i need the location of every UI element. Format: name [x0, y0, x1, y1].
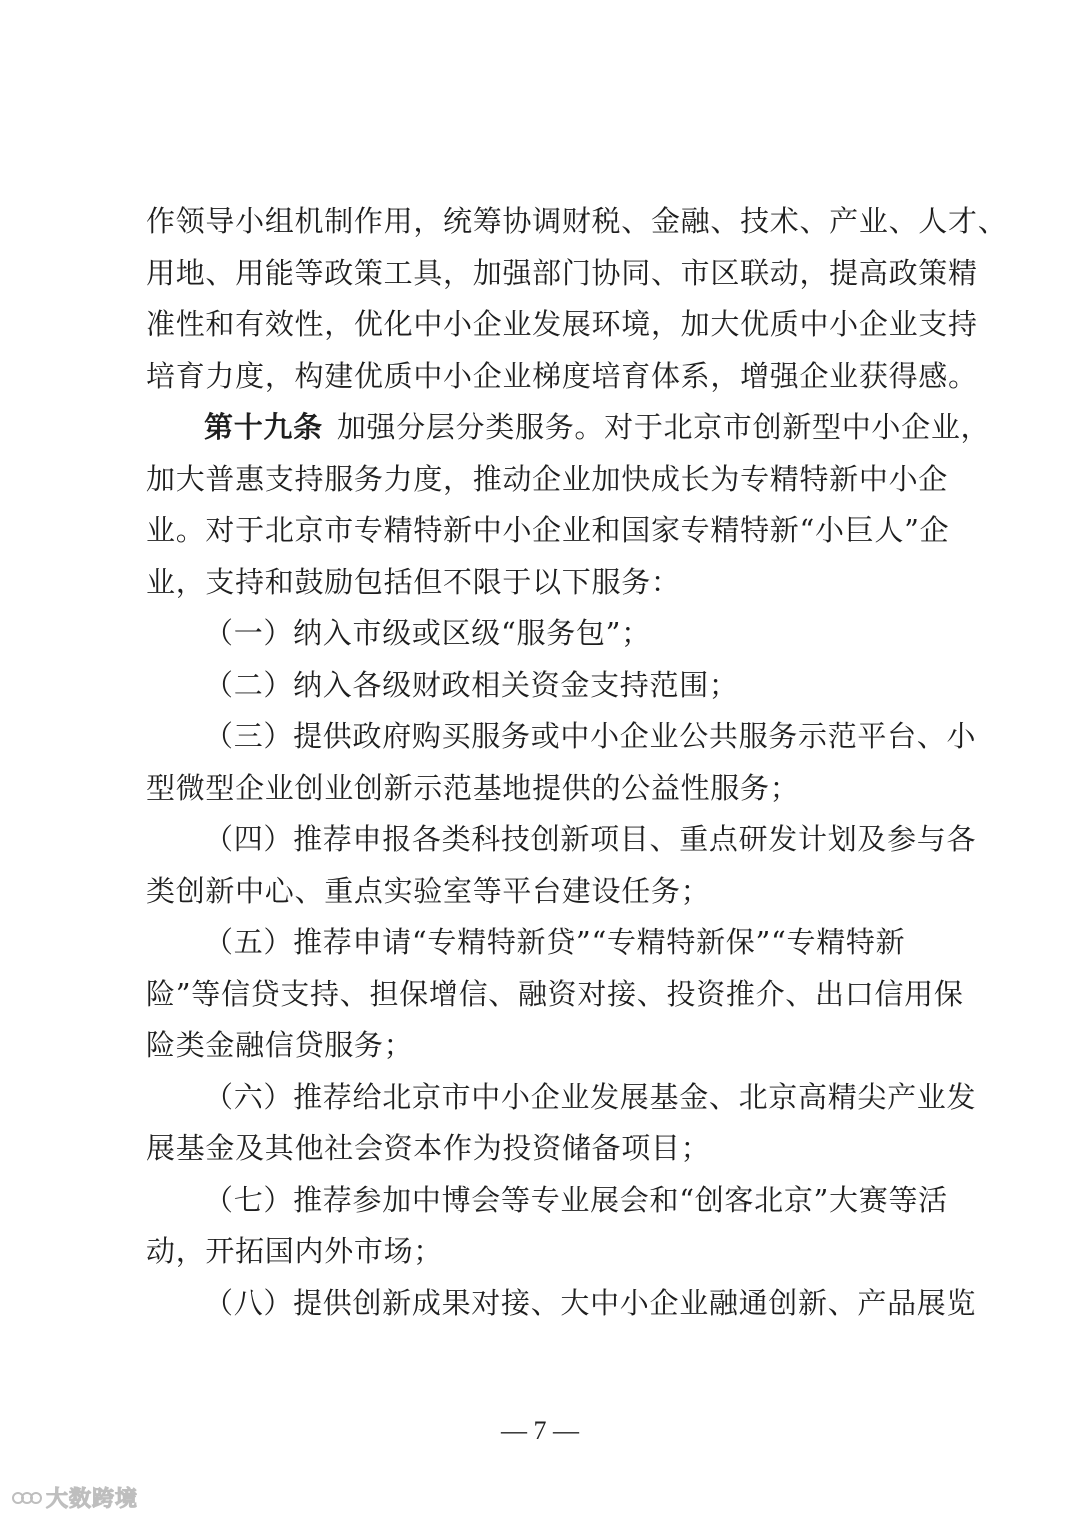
document-body: [146, 196, 1008, 1329]
item-3-line: 型微型企业创业创新示范基地提供的公益性服务；: [146, 770, 800, 805]
body-line: 培 育 力 度 ， 构 建 优 质 中 小 企 业 梯 度 培 育 体 系 ， 增 强 企 业 获 得 感 。: [146, 358, 978, 393]
article-19-heading: 第十九条: [204, 410, 323, 444]
item-7-line: （七）推荐参加中博会等专业展会和“创客北京”大赛等活: [204, 1182, 948, 1217]
article-19-line: 加 大 普 惠 支 持 服 务 力 度 ， 推 动 企 业 加 快 成 长 为 专 精 特 新 中 小 企: [146, 461, 948, 496]
watermark: [12, 1482, 138, 1513]
watermark-text: 大数跨境: [46, 1487, 139, 1512]
item-3-line: （三）提供政府购买服务或中小企业公共服务示范平台、小: [204, 719, 977, 753]
body-line: 用 地 、 用 能 等 政 策 工 具 ， 加 强 部 门 协 同 、 市 区 联 动 ， 提 高 政 策 精: [146, 255, 978, 290]
item-6-line: 展基金及其他社会资本作为投资储备项目；: [146, 1131, 711, 1165]
item-7-line: 动，开拓国内外市场；: [146, 1234, 444, 1268]
body-line: 准 性 和 有 效 性 ， 优 化 中 小 企 业 发 展 环 境 ， 加 大 优 质 中 小 企 业 支 持: [146, 307, 978, 341]
item-2-line: （二）纳入各级财政相关资金支持范围；: [204, 667, 739, 702]
article-19-line: 业，支持和鼓励包括但不限于以下服务：: [146, 564, 681, 599]
item-5-line: （五）推荐申请“专精特新贷”“专精特新保”“专精特新: [204, 925, 906, 959]
item-5-line: 险类金融信贷服务；: [146, 1028, 414, 1062]
item-6-line: （六）推荐给北京市中小企业发展基金、北京高精尖产业发: [204, 1079, 977, 1114]
item-1-line: （一）纳入市级或区级“服务包”；: [204, 616, 651, 650]
page-number: — 7 —: [501, 1416, 579, 1445]
article-19-line: 业 。 对 于 北 京 市 专 精 特 新 中 小 企 业 和 国 家 专 精 特 新 “ 小 巨 人 ” 企: [146, 513, 950, 547]
article-19-first-line: [146, 402, 991, 454]
item-8-line: （八）提供创新成果对接、大中小企业融通创新、产品展览: [204, 1285, 977, 1320]
body-line: 作 领 导 小 组 机 制 作 用 ， 统 筹 协 调 财 税 、 金 融 、 技 术 、 产 业 、 人 才 、: [146, 204, 1008, 238]
item-5-line: 险 ” 等 信 贷 支 持 、 担 保 增 信 、 融 资 对 接 、 投 资 推 介 、 出 口 信 用 保: [146, 976, 964, 1011]
watermark-logo-icon: [12, 1488, 42, 1508]
item-4-line: 类创新中心、重点实验室等平台建设任务；: [146, 873, 711, 908]
article-19-text: 加强分层分类服务。对于北京市创新型中小企业，: [336, 410, 991, 444]
item-4-line: （四）推荐申报各类科技创新项目、重点研发计划及参与各: [204, 822, 977, 856]
